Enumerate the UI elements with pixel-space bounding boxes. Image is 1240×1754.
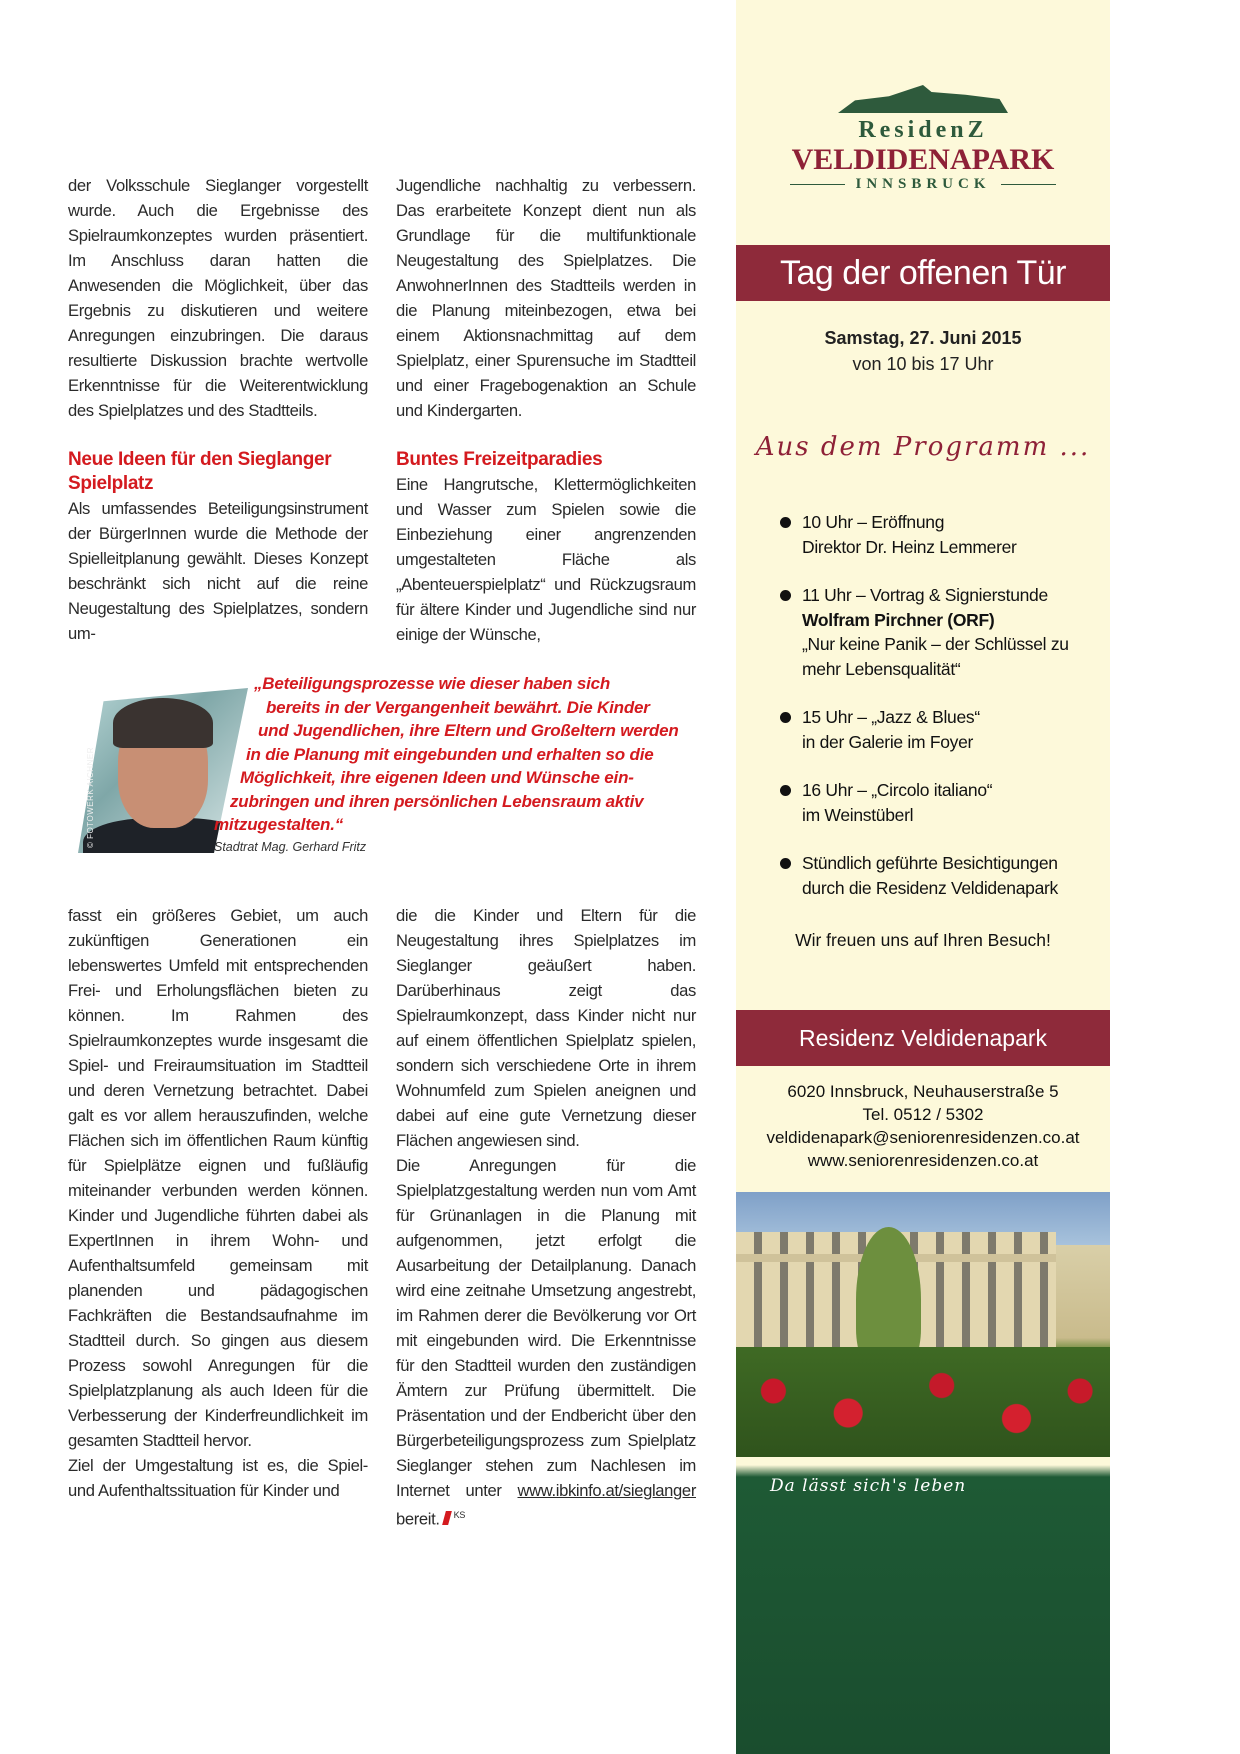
phone: Tel. 0512 / 5302	[862, 1105, 984, 1124]
paragraph	[396, 1153, 696, 1532]
paragraph: der Volksschule Sieglanger vorgestellt wurde. Auch die Ergebnisse des Spielraumkonzeptes wurden präsentiert. Im Anschluss daran hatten die Anwesenden die Möglichkeit, über das Ergebnis zu diskutieren und weitere Anregungen einzubringen. Die daraus resultierte Diskussion brachte wertvolle Erkenntnisse für die Weiterentwicklung des Spielplatzes und des Stadtteils.	[68, 176, 368, 420]
advertisement-panel	[736, 0, 1110, 1754]
paragraph: Jugendliche nachhaltig zu verbessern. Das erarbeitete Konzept dient nun als Grundlage für die multifunktionale Neugestaltung des Spielplatzes. Die AnwohnerInnen des Stadtteils werden in die Planung miteinbezogen, etwa bei einem Aktionsnachmittag auf dem Spielplatz, einer Spurensuche im Stadtteil und einer Fragebogenaktion an Schule und Kindergarten.	[396, 176, 696, 420]
residence-photo	[736, 1192, 1110, 1457]
photo-credit: © FOTOWERK AICHNER	[86, 747, 95, 848]
residenz-name-banner: Residenz Veldidenapark	[736, 1010, 1110, 1066]
paragraph: Ziel der Umgestaltung ist es, die Spiel- und Aufenthaltssituation für Kinder und	[68, 1456, 368, 1500]
green-footer	[736, 1457, 1110, 1754]
quote-author: Stadtrat Mag. Gerhard Fritz	[214, 840, 367, 854]
email-link[interactable]: veldidenapark@seniorenresidenzen.co.at	[766, 1128, 1080, 1147]
mountain-logo-icon	[838, 85, 1008, 113]
article-column-2-bottom	[396, 903, 696, 1532]
quote-line: zubringen und ihren persönlichen Lebensraum aktiv	[230, 791, 644, 811]
quote-line: in die Planung mit eingebunden und erhalten so die	[246, 744, 654, 764]
section-heading: Buntes Freizeitparadies	[396, 449, 603, 470]
paragraph: Eine Hangrutsche, Klettermöglichkeiten und Wasser zum Spielen sowie die Einbeziehung einer angrenzenden umgestalteten Fläche als „Abenteuerspielplatz“ und Rückzugsraum für ältere Kinder und Jugendliche sind nur einige der Wünsche,	[396, 475, 696, 644]
slogan: Da lässt sich's leben	[770, 1476, 967, 1496]
article-column-1-bottom	[68, 903, 368, 1503]
program-list	[780, 510, 1069, 924]
quote-line: „Beteiligungsprozesse wie dieser haben sich	[254, 674, 611, 693]
time: von 10 bis 17 Uhr	[852, 354, 994, 374]
logo-line: VELDIDENAPARK	[791, 143, 1055, 176]
article-column-1-top	[68, 173, 368, 646]
address: 6020 Innsbruck, Neuhauserstraße 5	[787, 1082, 1059, 1101]
quote-line: bereits in der Vergangenheit bewährt. Die Kinder	[266, 697, 650, 717]
paragraph: fasst ein größeres Gebiet, um auch zukünftigen Generationen ein lebenswertes Umfeld mit entsprechenden Frei- und Erholungsflächen bieten zu können. Im Rahmen des Spielraumkonzeptes wurde insgesamt die Spiel- und Freiraumsituation im Stadtteil und deren Vernetzung betrachtet. Dabei galt es vor allem herauszufinden, welche Flächen sich im öffentlichen Raum künftig für Spielplätze eignen und fußläufig miteinander verbunden werden können. Kinder und Jugendliche führten dabei als ExpertInnen in ihrem Wohn- und Aufenthaltsumfeld gemeinsam mit planenden und pädagogischen Fachkräften die Bestandsaufnahme im Stadtteil durch. So gingen aus diesem Prozess sowohl Anregungen für die Spielplatzplanung als auch Ideen für die Verbesserung der Kinderfreundlichkeit im gesamten Stadtteil hervor.	[68, 906, 368, 1450]
contact-info	[736, 1080, 1110, 1172]
program-item: 11 Uhr – Vortrag & Signierstunde Wolfram Pirchner (ORF) „Nur keine Panik – der Schlüssel zu mehr Lebensqualität“	[780, 583, 1069, 681]
residenz-logo	[736, 85, 1110, 193]
welcome-text: Wir freuen uns auf Ihren Besuch!	[795, 930, 1051, 950]
end-text: bereit.	[396, 1509, 440, 1529]
website-link[interactable]: www.seniorenresidenzen.co.at	[807, 1151, 1039, 1170]
paragraph: die die Kinder und Eltern für die Neugestaltung ihres Spielplatzes im Sieglanger geäußert haben. Darüberhinaus zeigt das Spielraumkonzept, dass Kinder nicht nur auf einem öffentlichen Spielplatz spielen, sondern sich verschiedene Orte in ihrem Wohnumfeld zum Spielen aneignen und dabei auf eine gute Vernetzung dieser Flächen angewiesen sind.	[396, 906, 696, 1150]
article-column-2-top	[396, 173, 696, 647]
pull-quote	[214, 672, 800, 837]
logo-line: INNSBRUCK	[736, 176, 1110, 193]
open-day-banner: Tag der offenen Tür	[736, 245, 1110, 301]
program-title: Aus dem Programm ...	[755, 432, 1091, 462]
event-date	[736, 325, 1110, 377]
quote-line: Möglichkeit, ihre eigenen Ideen und Wünsche ein-	[240, 768, 634, 787]
paragraph-text: Die Anregungen für die Spielplatzgestaltung werden nun vom Amt für Grünanlagen in die Planung mit aufgenommen, jetzt erfolgt die Ausarbeitung der Detailplanung. Danach wird eine zeitnahe Umsetzung angestrebt, im Rahmen derer die Bevölkerung vor Ort mit eingebunden wird. Die Erkenntnisse für den Stadtteil wurden den zuständigen Ämtern zur Prüfung übermittelt. Die Präsentation und der Endbericht über den Bürgerbeteiligungsprozess zum Spielplatz Sieglanger stehen zum Nachlesen im Internet unter	[396, 1156, 696, 1500]
quote-line: mitzugestalten.“	[214, 815, 344, 834]
sieglanger-link[interactable]: www.ibkinfo.at/sieglanger	[517, 1481, 696, 1500]
paragraph: Als umfassendes Beteiligungsinstrument der BürgerInnen wurde die Methode der Spielleitplanung gewählt. Dieses Konzept beschränkt sich nicht auf die reine Neugestaltung des Spielplatzes, sondern um-	[68, 499, 368, 643]
program-item: 10 Uhr – Eröffnung Direktor Dr. Heinz Lemmerer	[780, 510, 1069, 559]
date: Samstag, 27. Juni 2015	[824, 328, 1022, 348]
logo-line: ResidenZ	[858, 117, 988, 143]
end-mark-icon	[442, 1511, 452, 1525]
program-item: 16 Uhr – „Circolo italiano“ im Weinstüberl	[780, 778, 1069, 827]
author-initials: KS	[453, 1510, 465, 1520]
program-item: 15 Uhr – „Jazz & Blues“ in der Galerie im Foyer	[780, 705, 1069, 754]
section-heading: Neue Ideen für den Sieglanger Spielplatz	[68, 449, 332, 494]
quote-line: und Jugendlichen, ihre Eltern und Großeltern werden	[258, 721, 679, 740]
program-item: Stündlich geführte Besichtigungen durch die Residenz Veldidenapark	[780, 851, 1069, 900]
